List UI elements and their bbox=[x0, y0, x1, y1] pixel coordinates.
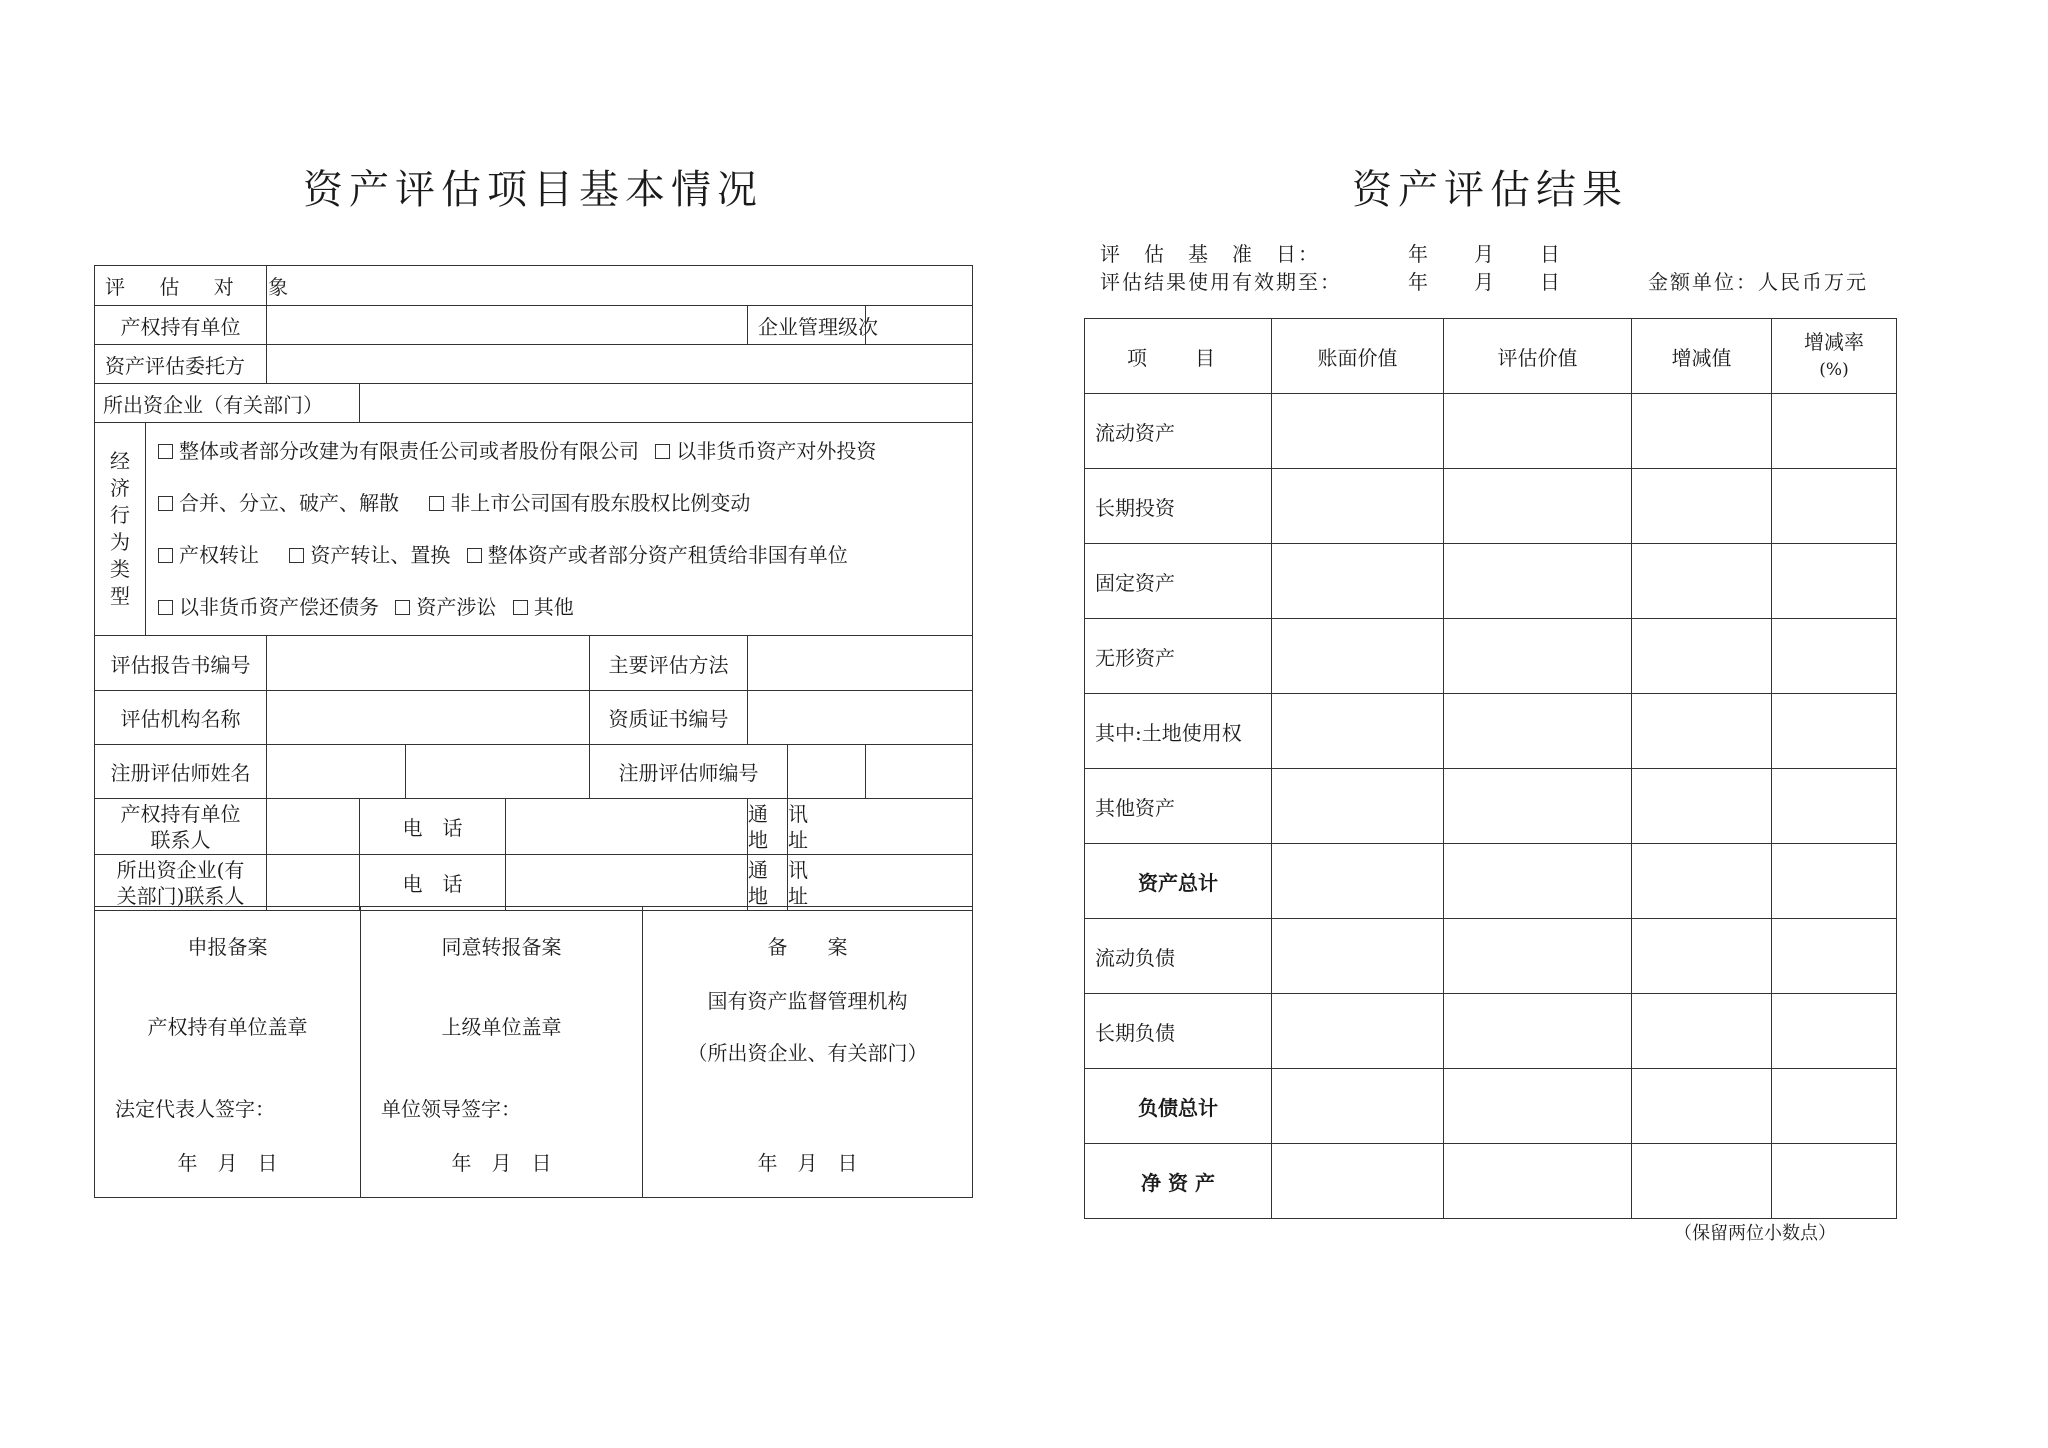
econ-option-row bbox=[158, 477, 876, 529]
label-holder-contact: 产权持有单位 联系人 bbox=[95, 799, 267, 855]
change-cell[interactable] bbox=[1632, 1144, 1772, 1219]
change-rate-cell[interactable] bbox=[1772, 1144, 1897, 1219]
checkbox-debt[interactable] bbox=[158, 600, 173, 615]
header-appraised-value: 评估价值 bbox=[1444, 319, 1632, 394]
change-rate-cell[interactable] bbox=[1772, 844, 1897, 919]
option-transfer-label: 产权转让 bbox=[179, 543, 259, 567]
change-cell[interactable] bbox=[1632, 619, 1772, 694]
row-label: 流动负债 bbox=[1085, 919, 1272, 994]
amount-unit: 金额单位：人民币万元 bbox=[1648, 270, 1868, 294]
basic-info-table bbox=[94, 265, 973, 911]
table-row bbox=[1085, 544, 1897, 619]
sasac-label: 国有资产监督管理机构 bbox=[707, 989, 908, 1013]
option-debt-label: 以非货币资产偿还债务 bbox=[179, 595, 379, 619]
row-label: 其中:土地使用权 bbox=[1085, 694, 1272, 769]
label-agency-name: 评估机构名称 bbox=[95, 691, 267, 745]
legal-rep-signature-label: 法定代表人签字： bbox=[115, 1097, 275, 1121]
appraised-value-cell[interactable] bbox=[1444, 619, 1632, 694]
appraisal-result-table bbox=[1084, 318, 1897, 1219]
label-holder-address: 通 讯 地 址 bbox=[748, 799, 788, 855]
label-cert-no: 资质证书编号 bbox=[590, 691, 748, 745]
change-rate-cell[interactable] bbox=[1772, 469, 1897, 544]
field-holder-phone[interactable] bbox=[506, 799, 748, 855]
checkbox-merge[interactable] bbox=[158, 496, 173, 511]
header-book-value: 账面价值 bbox=[1272, 319, 1444, 394]
change-cell[interactable] bbox=[1632, 469, 1772, 544]
field-cert-no[interactable] bbox=[748, 691, 973, 745]
header-change-rate: 增减率 (%) bbox=[1772, 319, 1897, 394]
field-client[interactable] bbox=[267, 345, 973, 384]
book-value-cell[interactable] bbox=[1272, 769, 1444, 844]
book-value-cell[interactable] bbox=[1272, 694, 1444, 769]
appraised-value-cell[interactable] bbox=[1444, 994, 1632, 1069]
change-rate-cell[interactable] bbox=[1772, 1069, 1897, 1144]
econ-option-row bbox=[158, 425, 876, 477]
table-row bbox=[1085, 1069, 1897, 1144]
checkbox-transfer[interactable] bbox=[158, 548, 173, 563]
book-value-cell[interactable] bbox=[1272, 619, 1444, 694]
label-mgmt-level: 企业管理级次 bbox=[748, 306, 866, 345]
declare-date: 年 月 日 bbox=[177, 1151, 278, 1175]
record-title: 备 案 bbox=[767, 935, 848, 959]
field-report-no[interactable] bbox=[267, 636, 590, 691]
option-share-change-label: 非上市公司国有股东股权比例变动 bbox=[450, 491, 751, 515]
checkbox-share-change[interactable] bbox=[429, 496, 444, 511]
field-appraiser-no-2[interactable] bbox=[866, 745, 973, 799]
footnote-decimals: （保留两位小数点） bbox=[1674, 1223, 1836, 1244]
table-row bbox=[1085, 1144, 1897, 1219]
book-value-cell[interactable] bbox=[1272, 544, 1444, 619]
filing-col-forward bbox=[361, 907, 643, 1198]
option-merge-label: 合并、分立、破产、解散 bbox=[179, 491, 399, 515]
appraised-value-cell[interactable] bbox=[1444, 1069, 1632, 1144]
checkbox-lawsuit[interactable] bbox=[395, 600, 410, 615]
forward-date: 年 月 日 bbox=[451, 1151, 552, 1175]
label-holder-phone: 电 话 bbox=[360, 799, 506, 855]
label-investor-contact: 所出资企业(有 关部门)联系人 bbox=[95, 855, 267, 911]
header-item: 项 目 bbox=[1085, 319, 1272, 394]
label-appraiser-name: 注册评估师姓名 bbox=[95, 745, 267, 799]
field-appraiser-name-1[interactable] bbox=[267, 745, 406, 799]
valid-until-value[interactable]: 年 月 日 bbox=[1408, 270, 1562, 294]
superior-seal-label: 上级单位盖章 bbox=[441, 1015, 562, 1039]
book-value-cell[interactable] bbox=[1272, 469, 1444, 544]
appraised-value-cell[interactable] bbox=[1444, 394, 1632, 469]
field-holder-address[interactable] bbox=[788, 799, 973, 855]
field-investor-address[interactable] bbox=[788, 855, 973, 911]
table-row bbox=[1085, 769, 1897, 844]
change-rate-cell[interactable] bbox=[1772, 544, 1897, 619]
appraised-value-cell[interactable] bbox=[1444, 544, 1632, 619]
label-client: 资产评估委托方 bbox=[95, 345, 267, 384]
appraised-value-cell[interactable] bbox=[1444, 469, 1632, 544]
appraised-value-cell[interactable] bbox=[1444, 694, 1632, 769]
change-rate-cell[interactable] bbox=[1772, 994, 1897, 1069]
book-value-cell[interactable] bbox=[1272, 844, 1444, 919]
checkbox-noncash-invest[interactable] bbox=[655, 444, 670, 459]
row-label: 固定资产 bbox=[1085, 544, 1272, 619]
book-value-cell[interactable] bbox=[1272, 1069, 1444, 1144]
checkbox-asset-swap[interactable] bbox=[289, 548, 304, 563]
change-cell[interactable] bbox=[1632, 994, 1772, 1069]
option-reform-label: 整体或者部分改建为有限责任公司或者股份有限公司 bbox=[179, 439, 639, 463]
field-appraiser-no-1[interactable] bbox=[788, 745, 866, 799]
holder-seal-label: 产权持有单位盖章 bbox=[147, 1015, 308, 1039]
filing-col-record bbox=[643, 907, 973, 1198]
option-lease-label: 整体资产或者部分资产租赁给非国有单位 bbox=[487, 543, 848, 567]
label-appraiser-no: 注册评估师编号 bbox=[590, 745, 788, 799]
record-date: 年 月 日 bbox=[757, 1151, 858, 1175]
change-cell[interactable] bbox=[1632, 544, 1772, 619]
valid-until-label: 评估结果使用有效期至： bbox=[1100, 270, 1342, 294]
field-mgmt-level[interactable] bbox=[866, 306, 973, 345]
row-label: 长期负债 bbox=[1085, 994, 1272, 1069]
field-investor-dept[interactable] bbox=[360, 384, 973, 423]
option-noncash-invest-label: 以非货币资产对外投资 bbox=[676, 439, 877, 463]
row-label: 净 资 产 bbox=[1085, 1144, 1272, 1219]
filing-col-declare bbox=[95, 907, 361, 1198]
label-main-method: 主要评估方法 bbox=[590, 636, 748, 691]
economic-behavior-options bbox=[146, 423, 876, 635]
row-label: 长期投资 bbox=[1085, 469, 1272, 544]
label-economic-behavior-type: 经 济 行 为 类 型 bbox=[95, 423, 146, 635]
field-main-method[interactable] bbox=[748, 636, 973, 691]
label-investor-address: 通 讯 地 址 bbox=[748, 855, 788, 911]
forward-title: 同意转报备案 bbox=[441, 935, 562, 959]
appraised-value-cell[interactable] bbox=[1444, 919, 1632, 994]
book-value-cell[interactable] bbox=[1272, 919, 1444, 994]
sasac-sub-label: （所出资企业、有关部门） bbox=[687, 1041, 928, 1065]
field-investor-contact[interactable] bbox=[267, 855, 360, 911]
change-rate-cell[interactable] bbox=[1772, 769, 1897, 844]
change-cell[interactable] bbox=[1632, 1069, 1772, 1144]
field-investor-phone[interactable] bbox=[506, 855, 748, 911]
book-value-cell[interactable] bbox=[1272, 994, 1444, 1069]
checkbox-other[interactable] bbox=[513, 600, 528, 615]
table-row bbox=[1085, 469, 1897, 544]
option-asset-swap-label: 资产转让、置换 bbox=[310, 543, 451, 567]
label-appraisal-object: 评 估 对 象 bbox=[95, 266, 267, 306]
table-row bbox=[1085, 919, 1897, 994]
row-label: 无形资产 bbox=[1085, 619, 1272, 694]
base-date-value[interactable]: 年 月 日 bbox=[1408, 242, 1562, 266]
base-date-label: 评 估 基 准 日： bbox=[1100, 242, 1320, 266]
econ-option-row bbox=[158, 529, 876, 581]
declare-title: 申报备案 bbox=[187, 935, 268, 959]
row-label: 资产总计 bbox=[1085, 844, 1272, 919]
label-investor-phone: 电 话 bbox=[360, 855, 506, 911]
table-row bbox=[1085, 994, 1897, 1069]
field-holder-contact[interactable] bbox=[267, 799, 360, 855]
field-property-holder[interactable] bbox=[267, 306, 748, 345]
field-agency-name[interactable] bbox=[267, 691, 590, 745]
row-label: 流动资产 bbox=[1085, 394, 1272, 469]
change-cell[interactable] bbox=[1632, 844, 1772, 919]
table-row bbox=[1085, 844, 1897, 919]
book-value-cell[interactable] bbox=[1272, 1144, 1444, 1219]
row-label: 负债总计 bbox=[1085, 1069, 1272, 1144]
change-cell[interactable] bbox=[1632, 919, 1772, 994]
field-appraiser-name-2[interactable] bbox=[406, 745, 590, 799]
change-rate-cell[interactable] bbox=[1772, 394, 1897, 469]
filing-table bbox=[94, 906, 973, 1198]
label-investor-dept: 所出资企业（有关部门） bbox=[95, 384, 360, 423]
right-title: 资产评估结果 bbox=[1352, 167, 1628, 213]
leader-signature-label: 单位领导签字： bbox=[381, 1097, 521, 1121]
label-property-holder: 产权持有单位 bbox=[95, 306, 267, 345]
option-lawsuit-label: 资产涉讼 bbox=[416, 595, 497, 619]
table-row bbox=[1085, 694, 1897, 769]
checkbox-reform[interactable] bbox=[158, 444, 173, 459]
table-row bbox=[1085, 619, 1897, 694]
appraised-value-cell[interactable] bbox=[1444, 1144, 1632, 1219]
header-change: 增减值 bbox=[1632, 319, 1772, 394]
change-cell[interactable] bbox=[1632, 769, 1772, 844]
left-title: 资产评估项目基本情况 bbox=[303, 167, 763, 213]
change-rate-cell[interactable] bbox=[1772, 619, 1897, 694]
change-rate-cell[interactable] bbox=[1772, 694, 1897, 769]
checkbox-lease[interactable] bbox=[467, 548, 482, 563]
label-report-no: 评估报告书编号 bbox=[95, 636, 267, 691]
change-cell[interactable] bbox=[1632, 394, 1772, 469]
table-row bbox=[1085, 394, 1897, 469]
change-cell[interactable] bbox=[1632, 694, 1772, 769]
econ-option-row bbox=[158, 581, 876, 633]
appraised-value-cell[interactable] bbox=[1444, 769, 1632, 844]
change-rate-cell[interactable] bbox=[1772, 919, 1897, 994]
book-value-cell[interactable] bbox=[1272, 394, 1444, 469]
appraised-value-cell[interactable] bbox=[1444, 844, 1632, 919]
field-appraisal-object[interactable] bbox=[267, 266, 973, 306]
option-other-label: 其他 bbox=[533, 595, 574, 619]
result-rows bbox=[1085, 394, 1897, 1219]
row-label: 其他资产 bbox=[1085, 769, 1272, 844]
